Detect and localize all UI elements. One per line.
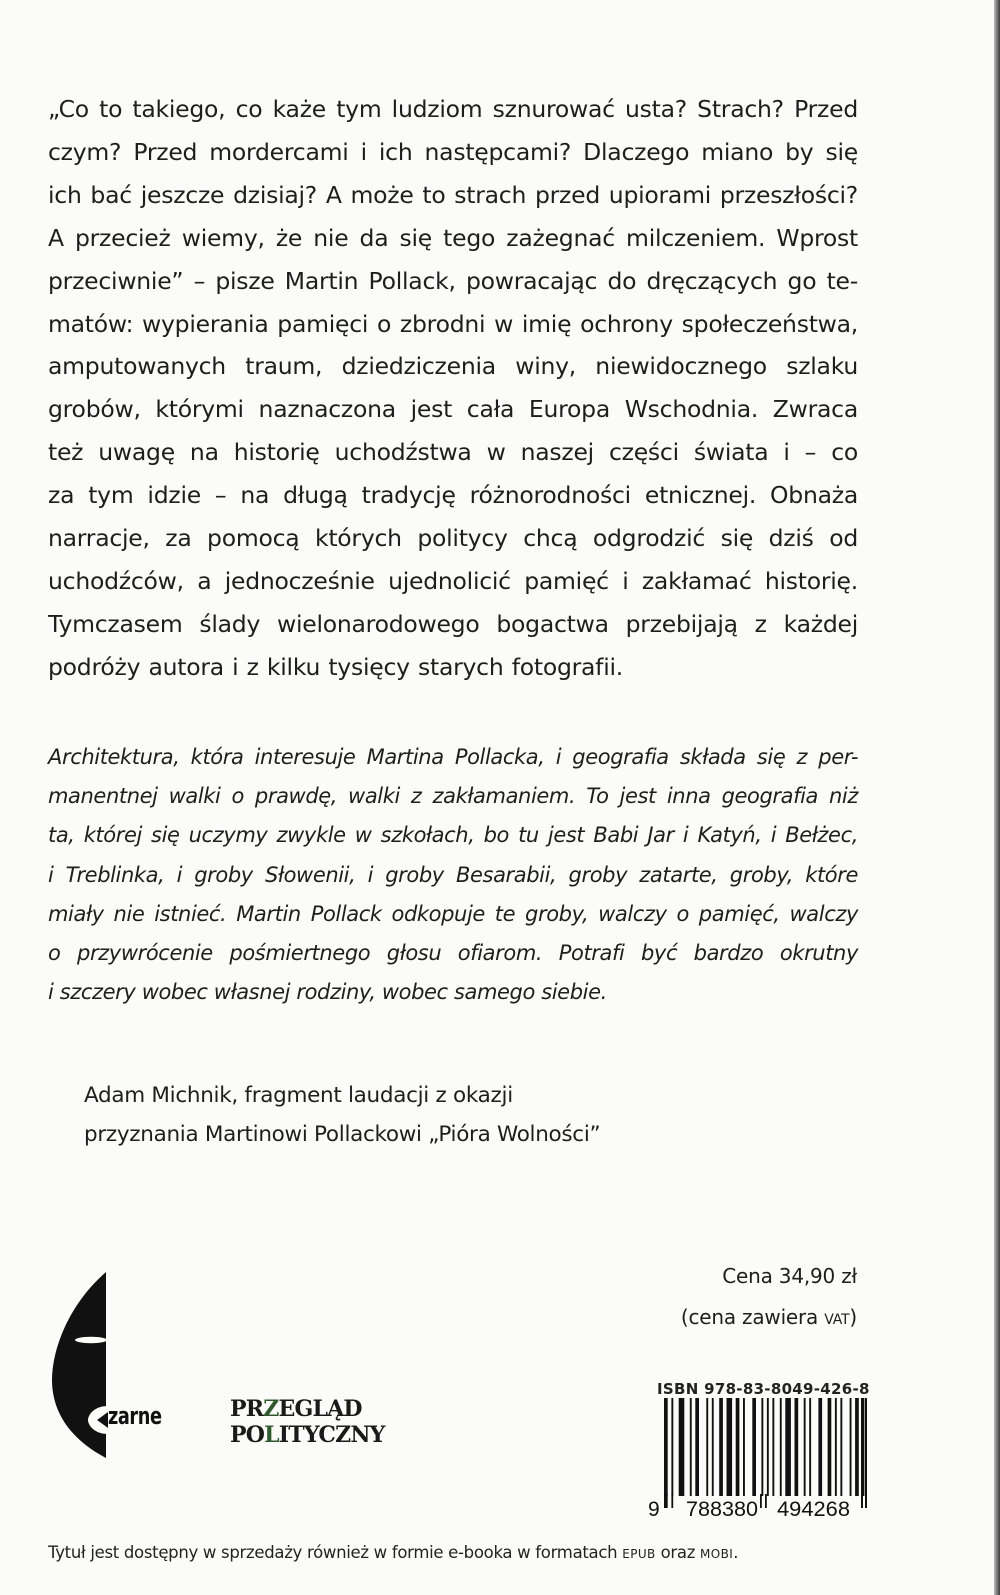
quote-line: o przywrócenie pośmiertnego głosu ofiarom. Potrafi być bardzo okrutny — [48, 941, 858, 966]
blurb-line: ich bać jeszcze dzisiaj? A może to strach przed upiorami przeszłości? — [48, 180, 858, 209]
footer-text: Tytuł jest dostępny w sprzedaży również w formie e-booka w formatach — [48, 1543, 623, 1562]
format-mobi: mobi — [700, 1543, 734, 1562]
barcode-bar — [780, 1398, 782, 1496]
barcode-bar — [809, 1398, 811, 1496]
barcode-bar — [761, 1398, 763, 1508]
footer-text: oraz — [655, 1543, 701, 1562]
barcode-bar — [706, 1398, 708, 1496]
blurb-line: też uwagę na historię uchodźstwa w naszej części świata i – co — [48, 438, 858, 467]
quote-line: manentnej walki o prawdę, walki z zakłamaniem. To jest inna geografia niż — [48, 784, 858, 809]
pp-logo-line-1 — [230, 1396, 385, 1422]
czarne-publisher-logo — [48, 1270, 178, 1460]
przeglad-polityczny-logo — [230, 1396, 385, 1448]
pp-accent-letter: Z — [263, 1396, 279, 1422]
barcode-bar — [840, 1398, 842, 1496]
czarne-mask-icon — [48, 1270, 178, 1460]
pp-text: PO — [230, 1422, 265, 1448]
barcode-digits-right: 494268 — [777, 1498, 850, 1520]
barcode-bar — [695, 1398, 699, 1496]
barcode-bar — [671, 1398, 673, 1508]
barcode-bar — [828, 1398, 832, 1496]
barcode-guard-bar — [760, 1494, 762, 1508]
format-epub: epub — [622, 1543, 656, 1562]
footer-text: . — [733, 1543, 739, 1562]
barcode-bar — [727, 1398, 733, 1496]
attribution-line: przyznania Martinowi Pollackowi „Pióra Wolności” — [84, 1122, 601, 1147]
barcode-guard-bar — [765, 1494, 767, 1508]
quote-paragraph — [48, 738, 858, 1012]
pp-logo-line-2 — [230, 1422, 385, 1448]
quote-attribution — [84, 1076, 600, 1154]
price-label: Cena 34,90 zł — [722, 1264, 857, 1288]
pp-text: ITYCZNY — [278, 1422, 385, 1448]
quote-line: ta, której się uczymy zwykle w szkołach, bo tu jest Babi Jar i Katyń, i Bełżec, — [48, 823, 858, 848]
quote-line: Architektura, która interesuje Martina Pollacka, i geografia składa się z per- — [48, 745, 858, 769]
attribution-line: Adam Michnik, fragment laudacji z okazji — [84, 1083, 513, 1108]
barcode-digits-left: 788380 — [686, 1498, 758, 1520]
barcode-guard-bar — [865, 1494, 867, 1508]
vat-note — [681, 1297, 857, 1338]
barcode-bar — [865, 1398, 867, 1508]
ebook-availability-note — [48, 1543, 738, 1562]
barcode-bar — [752, 1398, 756, 1496]
barcode-guard-bar — [671, 1494, 673, 1508]
quote-line: i Treblinka, i groby Słowenii, i groby Besarabii, groby zatarte, groby, które — [48, 862, 858, 887]
barcode-bar — [679, 1398, 685, 1496]
barcode-bar — [855, 1398, 859, 1508]
blurb-line: amputowanych traum, dziedziczenia winy, niewidocznego szlaku — [48, 352, 858, 381]
blurb-line: narracje, za pomocą których politycy chcą odgrodzić się dziś od — [48, 524, 858, 553]
vat-abbrev: vat — [824, 1305, 850, 1329]
barcode-guard-bar — [664, 1494, 668, 1508]
barcode-bar — [795, 1398, 799, 1496]
vat-note-prefix: (cena zawiera — [680, 1305, 825, 1329]
barcode-bar — [719, 1398, 723, 1496]
quote-line: i szczery wobec własnej rodziny, wobec samego siebie. — [48, 980, 607, 1005]
blurb-paragraph — [48, 88, 858, 689]
blurb-line: grobów, którymi naznaczona jest cała Europa Wschodnia. Zwraca — [48, 395, 858, 424]
barcode-bar — [743, 1398, 745, 1496]
barcode-graphic — [648, 1398, 868, 1520]
barcode-bar — [861, 1398, 863, 1508]
barcode-bar — [804, 1398, 806, 1496]
barcode-bar — [785, 1398, 791, 1496]
barcode-bar — [712, 1398, 714, 1496]
quote-line: miały nie istnieć. Martin Pollack odkopuje te groby, walczy o pamięć, walczy — [48, 901, 858, 926]
blurb-line: czym? Przed mordercami i ich następcami? Dlaczego miano by się — [48, 137, 858, 166]
blurb-line: podróży autora i z kilku tysięcy starych fotografii. — [48, 652, 623, 681]
barcode-bar — [850, 1398, 852, 1496]
barcode-bar — [690, 1398, 692, 1496]
barcode-bar — [736, 1398, 740, 1496]
isbn-number: ISBN 978-83-8049-426-8 — [657, 1380, 870, 1398]
barcode-guard-bar — [861, 1494, 863, 1508]
barcode-digit-first: 9 — [648, 1498, 660, 1520]
blurb-line: za tym idzie – na długą tradycję różnorodności etnicznej. Obnaża — [48, 481, 858, 510]
blurb-line: przeciwnie” – pisze Martin Pollack, powracając do dręczących go te- — [48, 266, 858, 295]
pp-text: EGLĄD — [278, 1396, 362, 1422]
blurb-line: „Co to takiego, co każe tym ludziom sznurować usta? Strach? Przed — [48, 95, 858, 123]
barcode-bar — [772, 1398, 774, 1508]
book-spine-edge — [994, 0, 1000, 1595]
blurb-line: A przecież wiemy, że nie da się tego zażegnać milczeniem. Wprost — [48, 223, 858, 252]
barcode-bar — [818, 1398, 822, 1496]
pp-accent-letter: L — [264, 1422, 279, 1448]
barcode-bar — [835, 1398, 837, 1496]
blurb-line: Tymczasem ślady wielonarodowego bogactwa przebijają z każdej — [48, 609, 858, 638]
blurb-line: uchodźców, a jednocześnie ujednolicić pamięć i zakłamać historię. — [48, 566, 858, 595]
barcode-bar — [767, 1398, 769, 1508]
barcode-bar — [664, 1398, 668, 1508]
vat-note-suffix: ) — [849, 1305, 857, 1329]
pp-text: PR — [230, 1396, 264, 1422]
price-block — [681, 1256, 857, 1338]
blurb-line: matów: wypierania pamięci o zbrodni w imię ochrony społeczeństwa, — [48, 309, 858, 338]
czarne-logo-text: zarne — [108, 1402, 162, 1430]
isbn-barcode — [648, 1398, 868, 1520]
